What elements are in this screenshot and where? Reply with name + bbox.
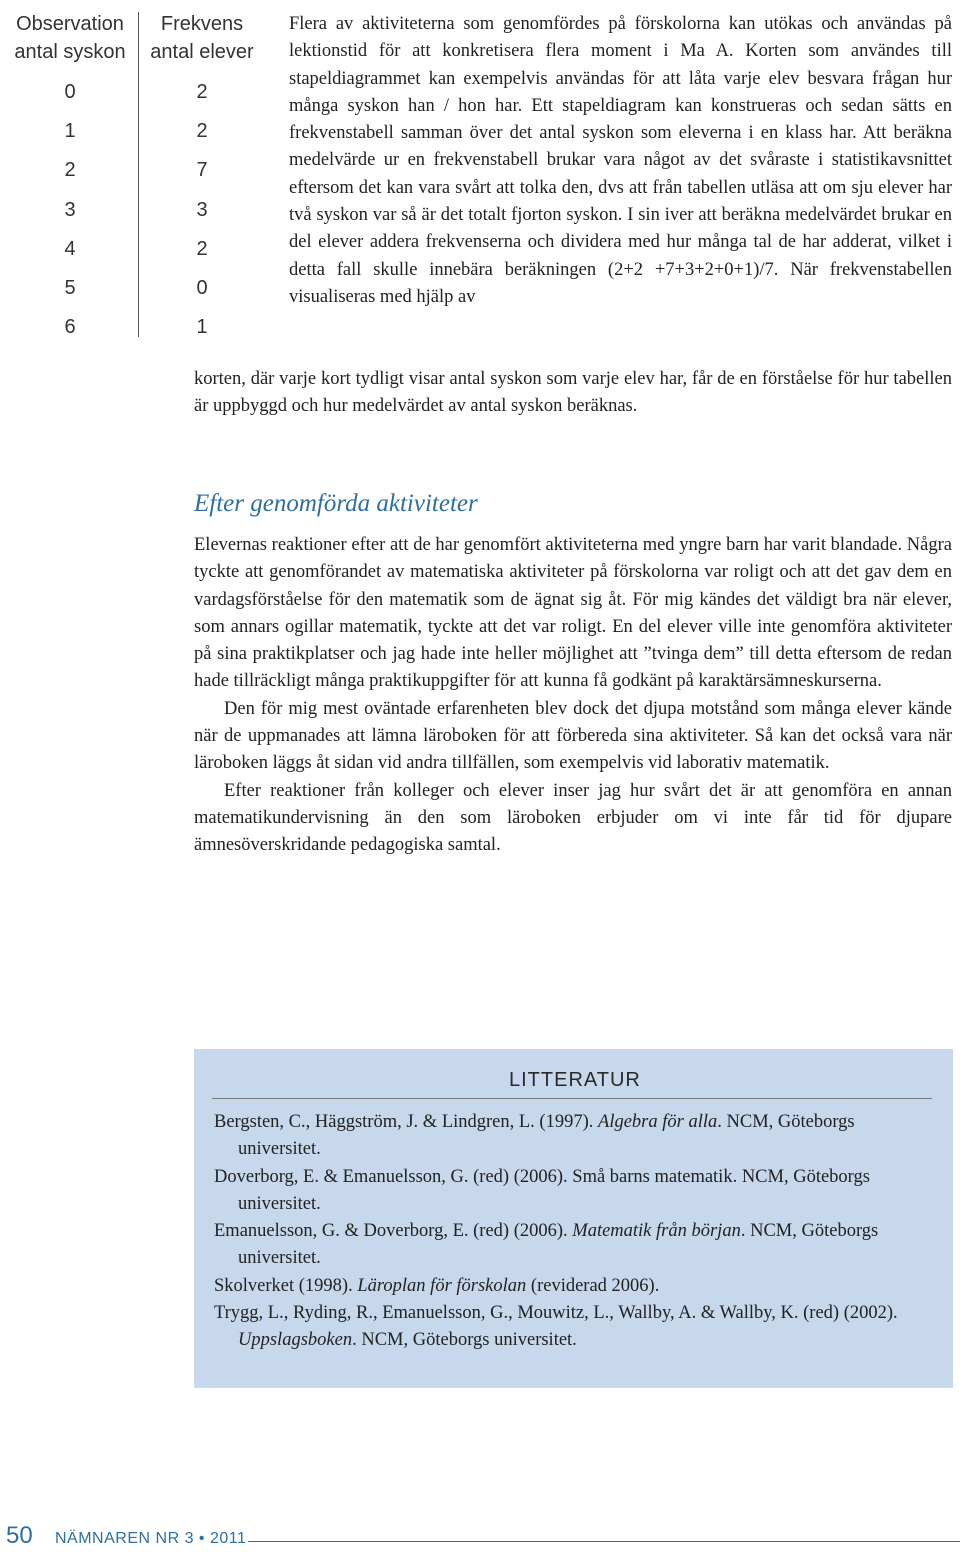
table-cell-frequency: 0 bbox=[196, 277, 208, 300]
observation-column-header bbox=[0, 10, 140, 66]
frequency-column-header bbox=[140, 10, 264, 66]
page-number: 50 bbox=[6, 1522, 33, 1549]
table-cell-observation: 5 bbox=[64, 277, 76, 300]
literature-item-text: (reviderad 2006). bbox=[526, 1275, 660, 1296]
observation-header-line2: antal syskon bbox=[14, 41, 126, 63]
literature-item-text: . NCM, Göteborgs universitet. bbox=[238, 1221, 879, 1269]
table-row bbox=[0, 151, 278, 190]
frequency-header-line2: antal elever bbox=[150, 41, 254, 63]
observation-header-line1: Observation bbox=[16, 13, 124, 35]
literature-box bbox=[194, 1049, 953, 1388]
footer-divider bbox=[248, 1541, 960, 1542]
table-cell-frequency: 2 bbox=[196, 120, 208, 143]
table-row bbox=[0, 112, 278, 151]
section-body bbox=[194, 532, 952, 860]
table-column-divider bbox=[138, 12, 139, 337]
literature-item-text: Skolverket (1998). bbox=[214, 1275, 358, 1296]
literature-item-title: Uppslagsboken bbox=[238, 1330, 353, 1351]
section-paragraph-1: Elevernas reaktioner efter att de har genomfört aktiviteterna med yngre barn har varit blandade. Några tyckte att genomförandet av matematiska aktiviteter på förskolorna var roligt och att det gav dem en vardagsförståelse för den matematik som de ägnat sig åt. För mig kändes det väldigt bra när elever, som annars ogillar matematik, tyckte att det var roligt. En del elever ville inte genomföra aktiviteter på sina praktikplatser och jag hade inte heller möjlighet att ”tvinga dem” till detta eftersom de redan hade tillräckligt många praktikuppgifter för att kunna få godkänt på karaktärsämneskurserna. bbox=[194, 535, 952, 692]
table-row bbox=[0, 230, 278, 269]
page-footer bbox=[0, 1522, 960, 1552]
literature-divider bbox=[212, 1098, 932, 1099]
table-cell-observation: 3 bbox=[64, 198, 76, 221]
table-cell-observation: 1 bbox=[64, 120, 76, 143]
literature-item-text: Trygg, L., Ryding, R., Emanuelsson, G., Mouwitz, L., Wallby, A. & Wallby, K. (red) (2002). bbox=[214, 1303, 898, 1324]
frequency-table-body bbox=[0, 73, 278, 347]
literature-item-text: . NCM, Göteborgs universitet. bbox=[352, 1330, 577, 1351]
literature-item bbox=[214, 1109, 934, 1164]
literature-title: LITTERATUR bbox=[509, 1069, 641, 1091]
table-cell-frequency: 7 bbox=[196, 159, 208, 182]
literature-item-text: Doverborg, E. & Emanuelsson, G. (red) (2006). Små barns matematik. NCM, Göteborgs universitet. bbox=[214, 1166, 870, 1214]
literature-item-text: Emanuelsson, G. & Doverborg, E. (red) (2006). bbox=[214, 1221, 573, 1242]
table-row bbox=[0, 308, 278, 347]
literature-item-title: Matematik från början bbox=[572, 1221, 741, 1242]
frequency-table-header bbox=[0, 10, 278, 66]
literature-item-text: Bergsten, C., Häggström, J. & Lindgren, L. (1997). bbox=[214, 1112, 599, 1132]
section-paragraph-3: Efter reaktioner från kolleger och elever inser jag hur svårt det är att genomföra en annan matematikundervisning än den som läroboken erbjuder om vi inte får tid för djupare ämnesöverskridande pedagogiska samtal. bbox=[194, 780, 952, 856]
table-row bbox=[0, 73, 278, 112]
section-heading: Efter genomförda aktiviteter bbox=[194, 490, 478, 517]
literature-item bbox=[214, 1273, 934, 1300]
literature-list bbox=[214, 1109, 934, 1355]
table-cell-observation: 6 bbox=[64, 316, 76, 339]
table-cell-observation: 2 bbox=[64, 159, 76, 182]
literature-item bbox=[214, 1218, 934, 1273]
table-row bbox=[0, 191, 278, 230]
table-cell-frequency: 2 bbox=[196, 237, 208, 260]
table-cell-frequency: 2 bbox=[196, 81, 208, 104]
literature-item-text: . NCM, Göteborgs universitet. bbox=[238, 1112, 855, 1160]
frequency-header-line1: Frekvens bbox=[160, 13, 244, 35]
table-cell-frequency: 3 bbox=[196, 198, 208, 221]
journal-name: NÄMNAREN NR 3 • 2011 bbox=[55, 1530, 247, 1547]
table-cell-observation: 4 bbox=[64, 237, 76, 260]
literature-item bbox=[214, 1164, 934, 1219]
literature-item-title: Algebra för alla bbox=[598, 1112, 718, 1132]
intro-paragraph-wide: korten, där varje kort tydligt visar antal syskon som varje elev har, får de en förståelse för hur tabellen är uppbyggd och hur medelvärdet av antal syskon beräknas. bbox=[194, 369, 952, 417]
literature-item-title: Läroplan för förskolan bbox=[357, 1275, 527, 1296]
intro-paragraph-narrow: Flera av aktiviteterna som genomfördes på förskolorna kan utökas och användas på lektionstid för att konkretisera flera moment i Ma A. Korten som användes till stapeldiagrammet kan exempelvis användas för att låta varje elev besvara frågan hur många syskon han / hon har. Ett stapeldiagram kan konstrueras och sedan sätts en frekvenstabell samman över det antal syskon som eleverna i en klass har. Att beräkna medelvärde ur en frekvenstabell brukar vara något av det svåraste i statistikavsnittet eftersom det kan vara svårt att tolka den, dvs att från tabellen utläsa att om sju elever har två syskon var så är det totalt fjorton syskon. I sin iver att beräkna medelvärdet brukar en del elever addera frekvenserna och dividera med hur många tal de har adderat, vilket i detta fall skulle innebära beräkningen (2+2 +7+3+2+0+1)/7. När frekvenstabellen visualiseras med hjälp av bbox=[289, 14, 952, 307]
section-paragraph-2: Den för mig mest oväntade erfarenheten blev dock det djupa motstånd som många elever kände när de uppmanades att lämna läroboken för att förbereda sina aktiviteter. Så kan det också vara när läroboken läggs åt sidan vid andra tillfällen, som exempelvis vid laborativ matematik. bbox=[194, 698, 952, 774]
frequency-table bbox=[0, 10, 278, 347]
table-cell-observation: 0 bbox=[64, 81, 76, 104]
table-cell-frequency: 1 bbox=[196, 316, 208, 339]
table-row bbox=[0, 269, 278, 308]
literature-item bbox=[214, 1300, 934, 1355]
